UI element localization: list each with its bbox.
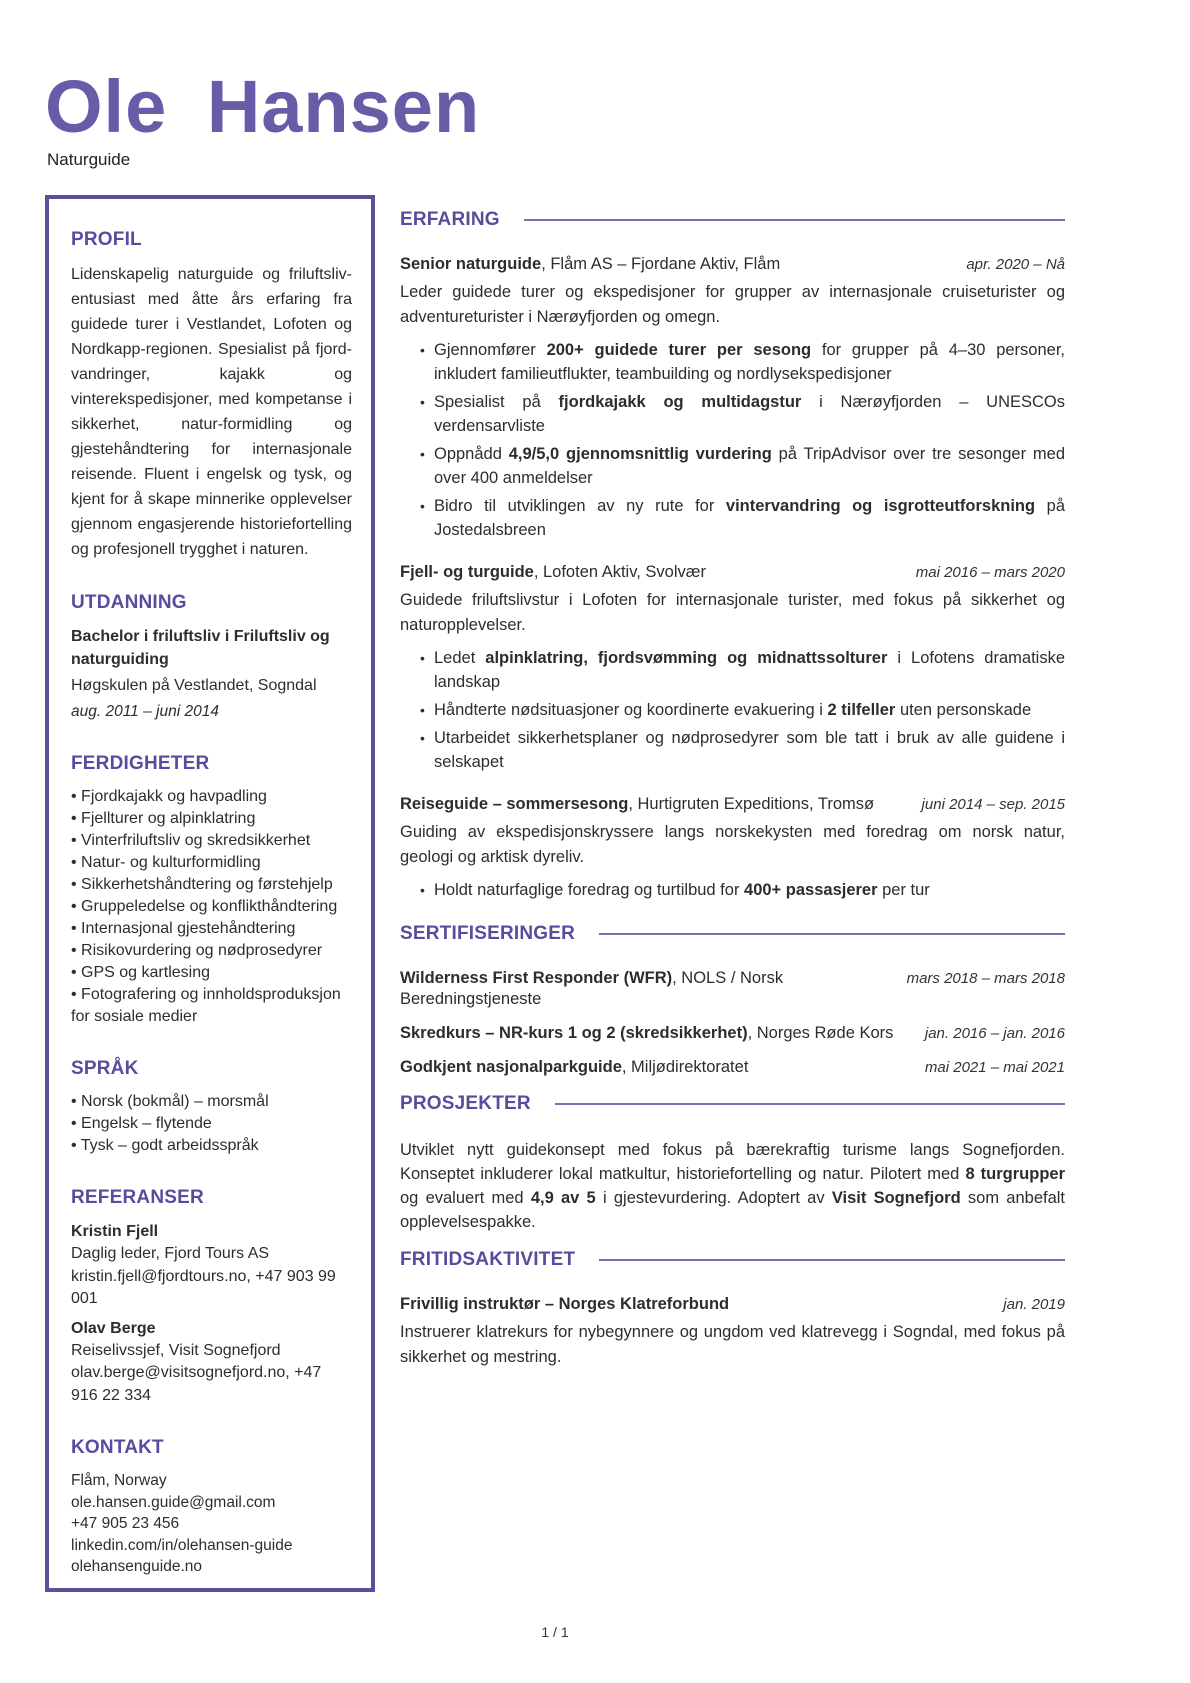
job-entry: [400, 254, 1065, 542]
contact-phone: +47 905 23 456: [71, 1515, 180, 1532]
sertifiseringer-heading-row: [400, 922, 1065, 946]
job-summary: Leder guidede turer og ekspedisjoner for grupper av internasjonale cruiseturister og adventureturister i Nærøyfjorden og omegn.: [400, 283, 1065, 326]
kontakt-heading: KONTAKT: [71, 1437, 164, 1458]
certification-org: , Miljødirektoratet: [621, 1058, 749, 1076]
heading-rule: [599, 933, 1065, 935]
contact-location: Flåm, Norway: [71, 1472, 167, 1489]
job-bullets: [400, 646, 1065, 774]
certification-title-line: [400, 1057, 748, 1078]
reference-role: Reiselivssjef, Visit Sognefjord: [71, 1341, 281, 1359]
language-item: • Engelsk – flytende: [71, 1113, 352, 1135]
skill-item: • Natur- og kulturformidling: [71, 852, 352, 874]
job-bullet: • Gjennomfører 200+ guidede turer per sesong for grupper på 4–30 personer, inkludert familieutflukter, teambuilding og nordlysekspedisjoner: [420, 338, 1065, 386]
skill-item: • Fotografering og innholdsproduksjon for sosiale medier: [71, 984, 352, 1028]
certification-row: [400, 968, 1065, 1010]
section-utdanning: [71, 592, 352, 723]
ferdigheter-heading: FERDIGHETER: [71, 753, 210, 774]
job-header: [400, 562, 1065, 583]
skill-item: • Gruppeledelse og konflikthåndtering: [71, 896, 352, 918]
main-column: [400, 208, 1065, 1370]
reference-name: Kristin Fjell: [71, 1223, 159, 1240]
certification-title: Godkjent nasjonalparkguide: [400, 1058, 622, 1076]
jobs-list: [400, 254, 1065, 902]
heading-rule: [599, 1259, 1065, 1261]
prosjekter-heading-row: [400, 1092, 1065, 1116]
heading-rule: [555, 1103, 1065, 1105]
certification-title: Wilderness First Responder (WFR): [400, 969, 673, 987]
section-kontakt: [71, 1437, 352, 1578]
contact-email: ole.hansen.guide@gmail.com: [71, 1493, 276, 1511]
fritidsaktivitet-heading-row: [400, 1248, 1065, 1272]
job-title-subtitle: Naturguide: [47, 150, 131, 169]
job-summary: Guiding av ekspedisjonskryssere langs norskekysten med foredrag om norsk natur, geologi og arktisk dyreliv.: [400, 823, 1065, 866]
job-bullet: • Bidro til utviklingen av ny rute for vintervandring og isgrotteutforskning på Jostedalsbreen: [420, 494, 1065, 542]
sidebar: [45, 195, 375, 1592]
section-fritidsaktivitet: [400, 1248, 1065, 1370]
job-bullet: • Håndterte nødsituasjoner og koordinerte evakuering i 2 tilfeller uten personskade: [420, 698, 1065, 722]
job-title: Reiseguide – sommersesong: [400, 795, 629, 813]
job-title-line: [400, 794, 874, 815]
profil-text: Lidenskapelig naturguide og friluftsliv-entusiast med åtte års erfaring fra guidede turer i Vestlandet, Lofoten og Nordkapp-regionen. Spesialist på fjord-vandringer, kajakk og vinterekspedisjoner, med kompetanse i sikkerhet, natur-formidling og gjestehåndtering for internasjonale reisende. Fluent i engelsk og tysk, og kjent for å skape minnerike opplevelser gjennom engasjerende historiefortelling og profesjonell trygghet i naturen.: [71, 266, 352, 558]
job-bullet: • Holdt naturfaglige foredrag og turtilbud for 400+ passasjerer per tur: [420, 878, 1065, 902]
certification-date: mars 2018 – mars 2018: [906, 970, 1065, 987]
skill-item: • Fjellturer og alpinklatring: [71, 808, 352, 830]
skill-item: • Internasjonal gjestehåndtering: [71, 918, 352, 940]
certification-row: [400, 1057, 1065, 1078]
utdanning-heading: UTDANNING: [71, 592, 187, 613]
job-entry: [400, 562, 1065, 774]
job-company: , Lofoten Aktiv, Svolvær: [533, 563, 706, 581]
references-list: [71, 1220, 352, 1407]
job-bullet: • Utarbeidet sikkerhetsplaner og nødprosedyrer som ble tatt i bruk av alle guidene i selskapet: [420, 726, 1065, 774]
section-referanser: [71, 1187, 352, 1407]
certification-org: , Norges Røde Kors: [747, 1024, 894, 1042]
job-date: apr. 2020 – Nå: [966, 256, 1065, 273]
job-bullets: [400, 338, 1065, 542]
contact-website: olehansenguide.no: [71, 1558, 203, 1575]
project-text: Utviklet nytt guidekonsept med fokus på bærekraftig turisme langs Sognefjorden. Konseptet inkluderer lokal matkultur, historiefortelling og natur. Pilotert med 8 turgrupper og evaluert med 4,9 av 5 i gjestevurdering. Adoptert av Visit Sognefjord som anbefalt opplevelsespakke.: [400, 1141, 1066, 1231]
section-profil: [71, 229, 352, 562]
skill-item: • Sikkerhetshåndtering og førstehjelp: [71, 874, 352, 896]
education-degree: Bachelor i friluftsliv i Friluftsliv og naturguiding: [71, 628, 330, 668]
sprak-heading: SPRÅK: [71, 1058, 139, 1079]
job-bullet: • Ledet alpinklatring, fjordsvømming og midnattssolturer i Lofotens dramatiske landskap: [420, 646, 1065, 694]
education-school: Høgskulen på Vestlandet, Sogndal: [71, 677, 317, 694]
job-title: Senior naturguide: [400, 255, 542, 273]
fritidsaktivitet-heading: FRITIDSAKTIVITET: [400, 1249, 576, 1270]
skill-item: • Vinterfriluftsliv og skredsikkerhet: [71, 830, 352, 852]
job-title-line: [400, 562, 706, 583]
job-header: [400, 254, 1065, 275]
section-sprak: [71, 1058, 352, 1157]
page-title: Ole Hansen: [45, 65, 481, 148]
job-bullets: [400, 878, 1065, 902]
job-date: juni 2014 – sep. 2015: [921, 796, 1065, 813]
certification-org: , NOLS / Norsk Beredningstjeneste: [400, 969, 784, 1008]
job-title-line: [400, 254, 780, 275]
section-ferdigheter: [71, 753, 352, 1028]
erfaring-heading: ERFARING: [400, 209, 500, 230]
contact-linkedin: linkedin.com/in/olehansen-guide: [71, 1536, 293, 1554]
job-company: , Hurtigruten Expeditions, Tromsø: [628, 795, 875, 813]
contact-list: [71, 1470, 352, 1578]
certification-date: mai 2021 – mai 2021: [924, 1059, 1065, 1076]
job-entry: [400, 794, 1065, 902]
reference-contact: kristin.fjell@fjordtours.no, +47 903 99 001: [71, 1267, 336, 1307]
erfaring-heading-row: [400, 208, 1065, 232]
activity-date: jan. 2019: [1003, 1296, 1065, 1313]
prosjekter-heading: PROSJEKTER: [400, 1093, 531, 1114]
page-number: 1 / 1: [541, 1624, 569, 1640]
skill-item: • Risikovurdering og nødprosedyrer: [71, 940, 352, 962]
certification-row: [400, 1023, 1065, 1044]
certification-date: jan. 2016 – jan. 2016: [924, 1025, 1065, 1042]
activity-title: Frivillig instruktør – Norges Klatreforbund: [400, 1295, 730, 1313]
page-footer: [45, 1624, 1065, 1640]
section-sertifiseringer: [400, 922, 1065, 1078]
activity-header: [400, 1294, 1065, 1315]
activity-text: Instruerer klatrekurs for nybegynnere og ungdom ved klatrevegg i Sogndal, med fokus på sikkerhet og mestring.: [400, 1323, 1065, 1366]
job-company: , Flåm AS – Fjordane Aktiv, Flåm: [541, 255, 781, 273]
language-item: • Tysk – godt arbeidsspråk: [71, 1135, 352, 1157]
language-item: • Norsk (bokmål) – morsmål: [71, 1091, 352, 1113]
skills-list: [71, 786, 352, 1028]
sertifiseringer-heading: SERTIFISERINGER: [400, 923, 576, 944]
certification-title-line: [400, 1023, 893, 1044]
job-bullet: • Spesialist på fjordkajakk og multidagstur i Nærøyfjorden – UNESCOs verdensarvliste: [420, 390, 1065, 438]
certification-title: Skredkurs – NR-kurs 1 og 2 (skredsikkerhet): [400, 1024, 748, 1042]
job-bullet: • Oppnådd 4,9/5,0 gjennomsnittlig vurdering på TripAdvisor over tre sesonger med over 400 anmeldelser: [420, 442, 1065, 490]
job-title: Fjell- og turguide: [400, 563, 534, 581]
certifications-list: [400, 968, 1065, 1078]
section-erfaring: [400, 208, 1065, 902]
referanser-heading: REFERANSER: [71, 1187, 204, 1208]
languages-list: [71, 1091, 352, 1157]
reference-contact: olav.berge@visitsognefjord.no, +47 916 22 334: [71, 1364, 322, 1404]
job-date: mai 2016 – mars 2020: [915, 564, 1065, 581]
job-summary: Guidede friluftslivstur i Lofoten for internasjonale turister, med fokus på sikkerhet og naturopplevelser.: [400, 591, 1065, 634]
reference-name: Olav Berge: [71, 1319, 156, 1337]
education-date: aug. 2011 – juni 2014: [71, 703, 219, 720]
section-prosjekter: [400, 1092, 1065, 1234]
certification-title-line: [400, 968, 893, 1010]
job-header: [400, 794, 1065, 815]
reference-role: Daglig leder, Fjord Tours AS: [71, 1245, 270, 1262]
profil-heading: PROFIL: [71, 229, 142, 250]
skill-item: • GPS og kartlesing: [71, 962, 352, 984]
skill-item: • Fjordkajakk og havpadling: [71, 786, 352, 808]
heading-rule: [524, 219, 1065, 221]
